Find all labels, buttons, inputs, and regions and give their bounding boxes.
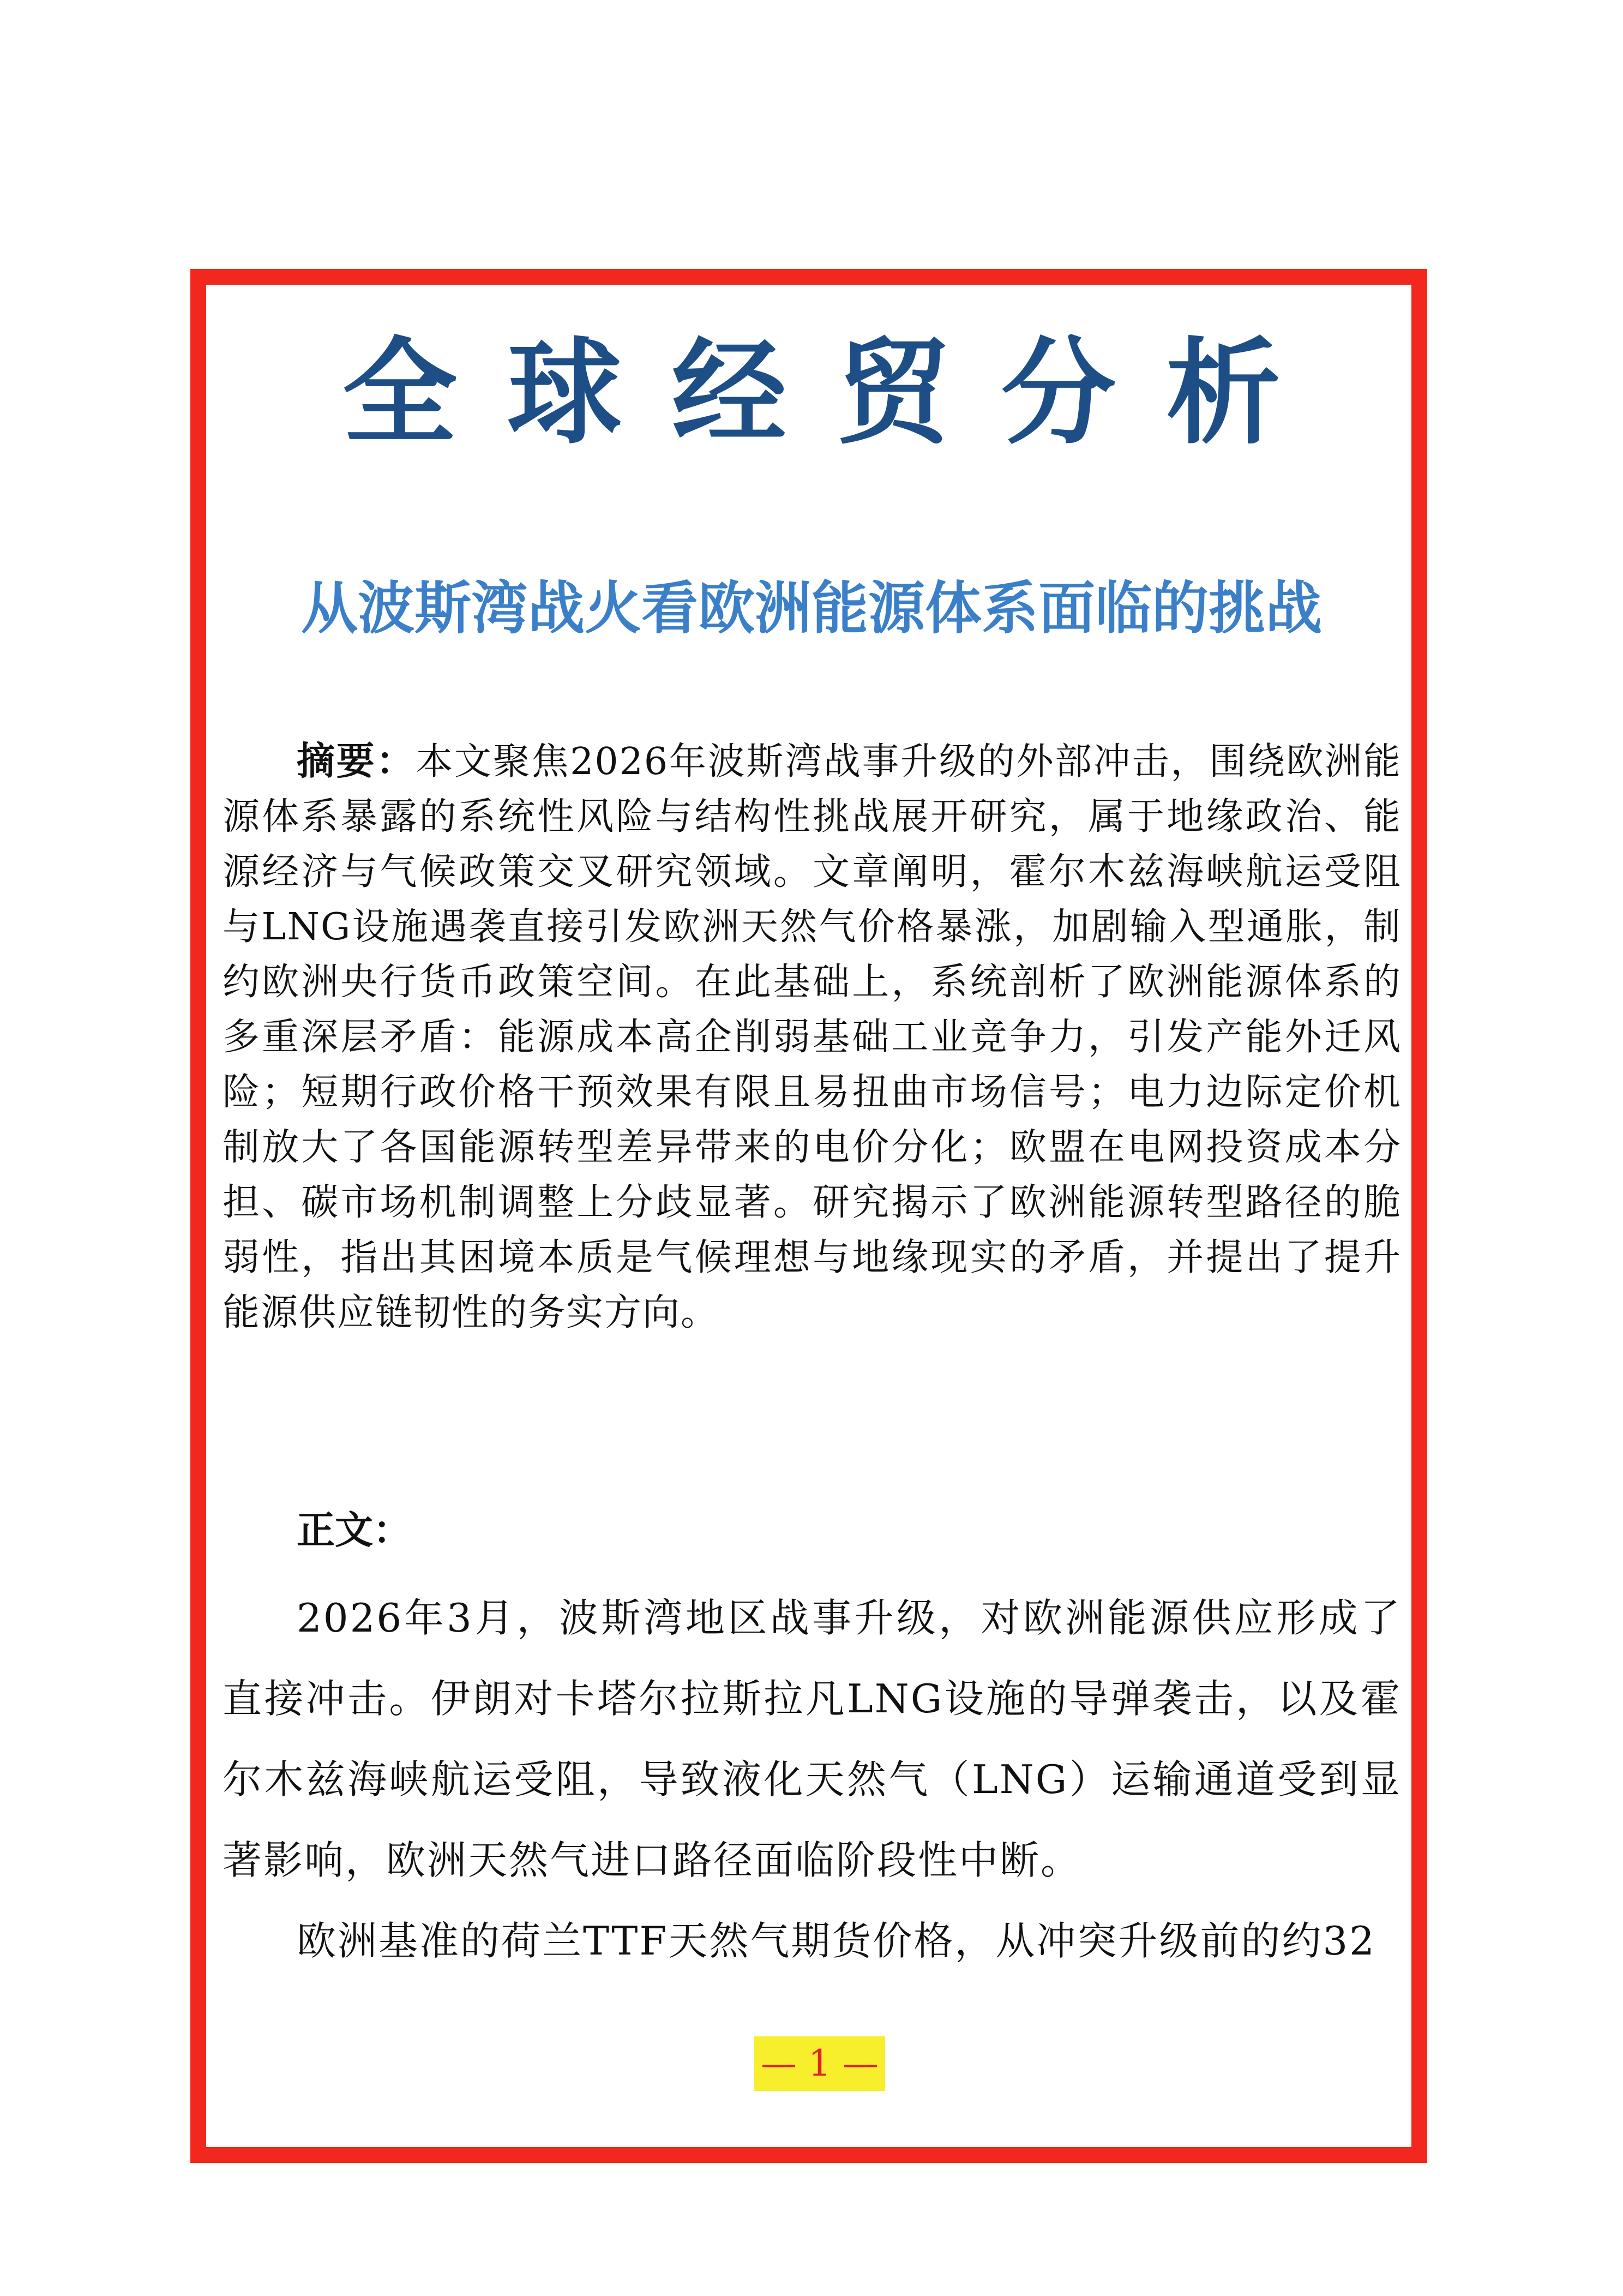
article-title: 从波斯湾战火看欧洲能源体系面临的挑战 xyxy=(300,574,1322,642)
main-text-section xyxy=(223,1578,1402,1981)
main-paragraph-2: 欧洲基准的荷兰TTF天然气期货价格，从冲突升级前的约32 xyxy=(297,1918,1376,1964)
abstract-label: 摘要： xyxy=(297,739,416,783)
abstract-section xyxy=(223,734,1402,1340)
abstract-paragraph xyxy=(223,734,1402,1340)
main-text-heading: 正文： xyxy=(297,1508,411,1552)
main-paragraph-1: 2026年3月，波斯湾地区战事升级，对欧洲能源供应形成了直接冲击。伊朗对卡塔尔拉斯拉凡LNG设施的导弹袭击，以及霍尔木兹海峡航运受阻，导致液化天然气（LNG）运输通道受到显著影响，欧洲天然气进口路径面临阶段性中断。 xyxy=(223,1595,1402,1883)
page-number: — 1 — xyxy=(754,2036,885,2091)
masthead-title: 全球经贸分析 xyxy=(342,325,1331,460)
abstract-text: 本文聚焦2026年波斯湾战事升级的外部冲击，围绕欧洲能源体系暴露的系统性风险与结构性挑战展开研究，属于地缘政治、能源经济与气候政策交叉研究领域。文章阐明，霍尔木兹海峡航运受阻与LNG设施遇袭直接引发欧洲天然气价格暴涨，加剧输入型通胀，制约欧洲央行货币政策空间。在此基础上，系统剖析了欧洲能源体系的多重深层矛盾：能源成本高企削弱基础工业竞争力，引发产能外迁风险；短期行政价格干预效果有限且易扭曲市场信号；电力边际定价机制放大了各国能源转型差异带来的电价分化；欧盟在电网投资成本分担、碳市场机制调整上分歧显著。研究揭示了欧洲能源转型路径的脆弱性，指出其困境本质是气候理想与地缘现实的矛盾，并提出了提升能源供应链韧性的务实方向。 xyxy=(223,740,1402,1334)
